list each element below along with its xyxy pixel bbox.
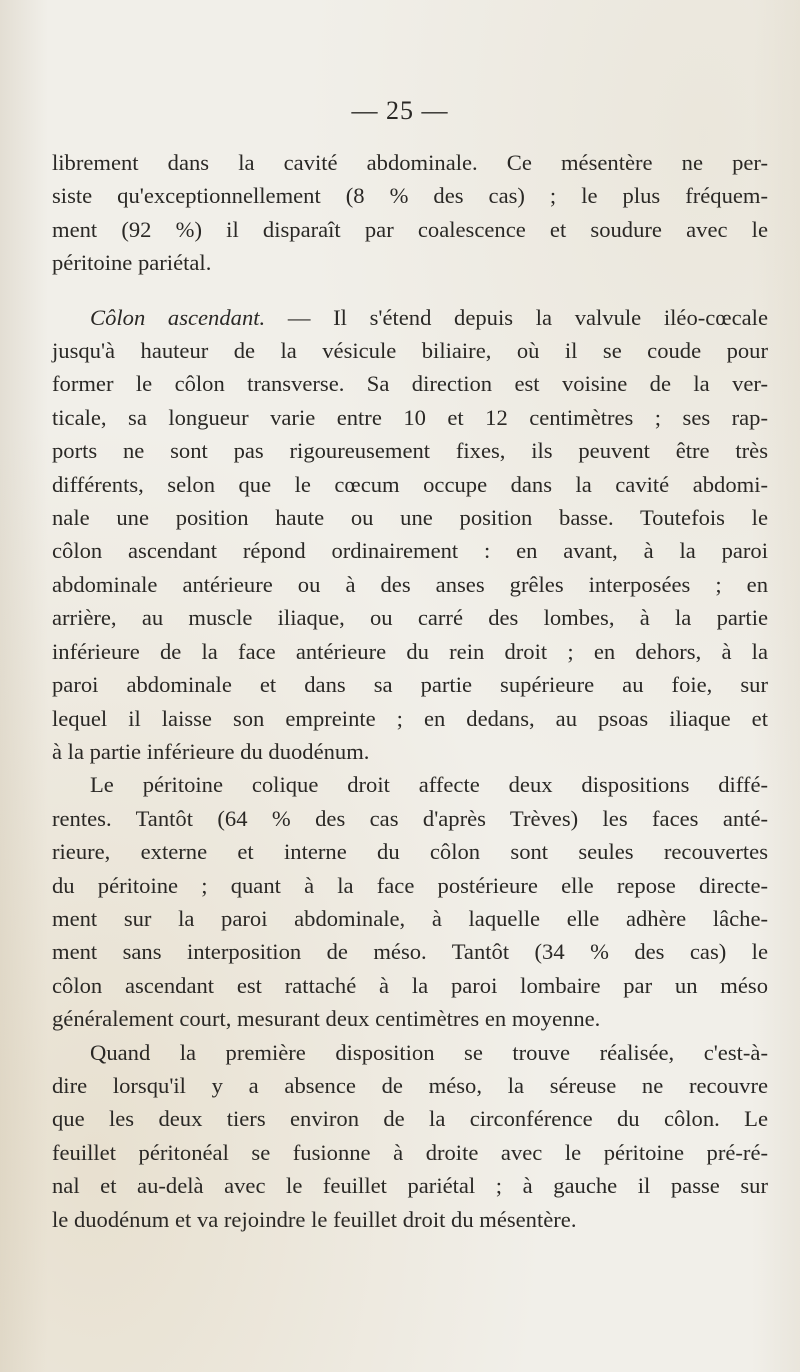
text-line: généralement court, mesurant deux centimètres en moyenne. xyxy=(52,1006,601,1032)
text-line: ment (92 %) il disparaît par coalescence et soudure avec le xyxy=(52,216,768,242)
text-line: former le côlon transverse. Sa direction est voisine de la ver- xyxy=(52,371,768,397)
text-line: ports ne sont pas rigoureusement fixes, ils peuvent être très xyxy=(52,438,768,464)
text-line: paroi abdominale et dans sa partie supérieure au foie, sur xyxy=(52,672,768,698)
text-line: jusqu'à hauteur de la vésicule biliaire, où il se coude pour xyxy=(52,338,768,364)
text-line: nale une position haute ou une position basse. Toutefois le xyxy=(52,505,768,531)
text-line: ment sans interposition de méso. Tantôt (34 % des cas) le xyxy=(52,939,768,965)
text-line: ment sur la paroi abdominale, à laquelle elle adhère lâche- xyxy=(52,905,768,931)
text-line: rieure, externe et interne du côlon sont seules recouvertes xyxy=(52,839,768,865)
paragraph-mesentere xyxy=(52,146,768,280)
body-text xyxy=(52,146,768,1236)
text-line: péritoine pariétal. xyxy=(52,250,212,276)
page-number: — 25 — xyxy=(351,96,449,125)
text-line: Quand la première disposition se trouve réalisée, c'est-à- xyxy=(90,1039,768,1065)
text-line: librement dans la cavité abdominale. Ce mésentère ne per- xyxy=(52,150,768,175)
text-line: feuillet péritonéal se fusionne à droite avec le péritoine pré-ré- xyxy=(52,1139,768,1165)
text-line: nal et au-delà avec le feuillet pariétal ; à gauche il passe sur xyxy=(52,1173,768,1199)
paragraph-premiere-disposition xyxy=(52,1036,768,1236)
text-line: le duodénum et va rejoindre le feuillet droit du mésentère. xyxy=(52,1206,577,1232)
text-line: que les deux tiers environ de la circonférence du côlon. Le xyxy=(52,1106,768,1132)
text-line: abdominale antérieure ou à des anses grêles interposées ; en xyxy=(52,571,768,597)
text-line-tail: — Il s'étend depuis la valvule iléo-cœcale xyxy=(265,304,768,330)
text-line: arrière, au muscle iliaque, ou carré des lombes, à la partie xyxy=(52,605,768,631)
text-line: inférieure de la face antérieure du rein droit ; en dehors, à la xyxy=(52,638,768,664)
text-line: différents, selon que le cœcum occupe dans la cavité abdomi- xyxy=(52,471,768,497)
paragraph-spacer xyxy=(52,280,768,301)
text-line: du péritoine ; quant à la face postérieure elle repose directe- xyxy=(52,872,768,898)
text-line: siste qu'exceptionnellement (8 % des cas) ; le plus fréquem- xyxy=(52,183,768,209)
text-line: Le péritoine colique droit affecte deux dispositions diffé- xyxy=(90,772,768,798)
text-line: rentes. Tantôt (64 % des cas d'après Trèves) les faces anté- xyxy=(52,805,768,831)
text-line: dire lorsqu'il y a absence de méso, la séreuse ne recouvre xyxy=(52,1072,768,1098)
text-line xyxy=(52,301,768,334)
text-line: lequel il laisse son empreinte ; en dedans, au psoas iliaque et xyxy=(52,705,768,731)
paragraph-colon-ascendant xyxy=(52,301,768,769)
paragraph-peritoine-colique xyxy=(52,768,768,1035)
text-line: côlon ascendant répond ordinairement : en avant, à la paroi xyxy=(52,538,768,564)
text-line: ticale, sa longueur varie entre 10 et 12 centimètres ; ses rap- xyxy=(52,404,768,430)
section-heading: Côlon ascendant. xyxy=(90,304,266,330)
text-line: côlon ascendant est rattaché à la paroi lombaire par un méso xyxy=(52,972,768,998)
text-line: à la partie inférieure du duodénum. xyxy=(52,738,370,764)
